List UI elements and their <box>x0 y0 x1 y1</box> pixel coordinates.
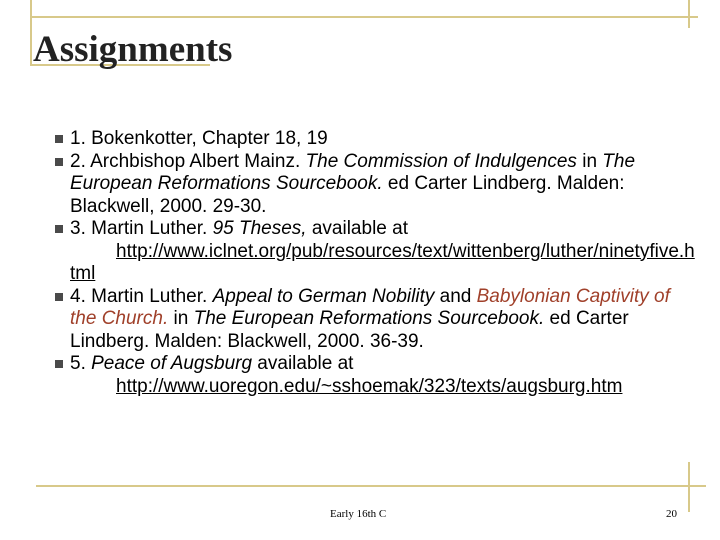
bullet-text <box>70 286 698 354</box>
sourcebook-title: The European Reformations Sourcebook. <box>193 308 545 329</box>
bullet-marker <box>55 225 63 233</box>
link-line <box>70 241 698 286</box>
page-number: 20 <box>666 508 677 520</box>
bullet-list <box>58 128 698 398</box>
citation-author: 4. Martin Luther. <box>70 285 213 307</box>
bullet-marker <box>55 360 63 368</box>
top-left-tick <box>30 0 32 64</box>
citation-title: Peace of Augsburg <box>91 353 253 374</box>
bullet-text: 1. Bokenkotter, Chapter 18, 19 <box>70 128 328 149</box>
bullet-text <box>70 151 698 219</box>
bottom-rule <box>36 485 706 487</box>
citation-title: The Commission of Indulgences <box>305 150 577 172</box>
bullet-item-5 <box>58 353 698 398</box>
bullet-item-1 <box>58 128 698 151</box>
connector-text: available at <box>252 353 354 374</box>
sourcebook-title: The European Reformations Sourcebook. <box>70 150 636 194</box>
bullet-item-2 <box>58 151 698 219</box>
bullet-text <box>70 353 698 376</box>
connector-text: available at <box>306 218 408 239</box>
bottom-right-tick <box>688 462 690 512</box>
top-rule <box>30 16 698 18</box>
publication-info: ed Carter Lindberg. Malden: Blackwell, 2000. 36-39. <box>70 308 629 352</box>
link-line <box>70 376 698 399</box>
bullet-marker <box>55 135 63 143</box>
citation-title: Appeal to German Nobility <box>212 285 435 307</box>
bullet-marker <box>55 158 63 166</box>
bullet-text <box>70 218 698 241</box>
footer-caption: Early 16th C <box>330 508 387 520</box>
citation-number: 5. <box>70 353 92 374</box>
connector-text: in <box>576 150 603 172</box>
top-right-tick <box>688 0 690 28</box>
bullet-marker <box>55 293 63 301</box>
citation-title: 95 Theses, <box>212 218 307 239</box>
bullet-item-3 <box>58 218 698 286</box>
ninety-five-theses-link[interactable]: http://www.iclnet.org/pub/resources/text/wittenberg/luther/ninetyfive.html <box>70 240 695 284</box>
slide-title: Assignments <box>33 29 233 70</box>
augsburg-link[interactable]: http://www.uoregon.edu/~sshoemak/323/texts/augsburg.htm <box>116 375 623 397</box>
connector-text: in <box>168 308 194 329</box>
highlighted-title: Babylonian Captivity of the Church. <box>70 285 670 329</box>
citation-author: 2. Archbishop Albert Mainz. <box>70 150 306 172</box>
publication-info: ed Carter Lindberg. Malden: Blackwell, 2000. 29-30. <box>70 173 625 217</box>
connector-text: and <box>434 285 477 307</box>
citation-author: 3. Martin Luther. <box>70 218 213 239</box>
bullet-item-4 <box>58 286 698 354</box>
